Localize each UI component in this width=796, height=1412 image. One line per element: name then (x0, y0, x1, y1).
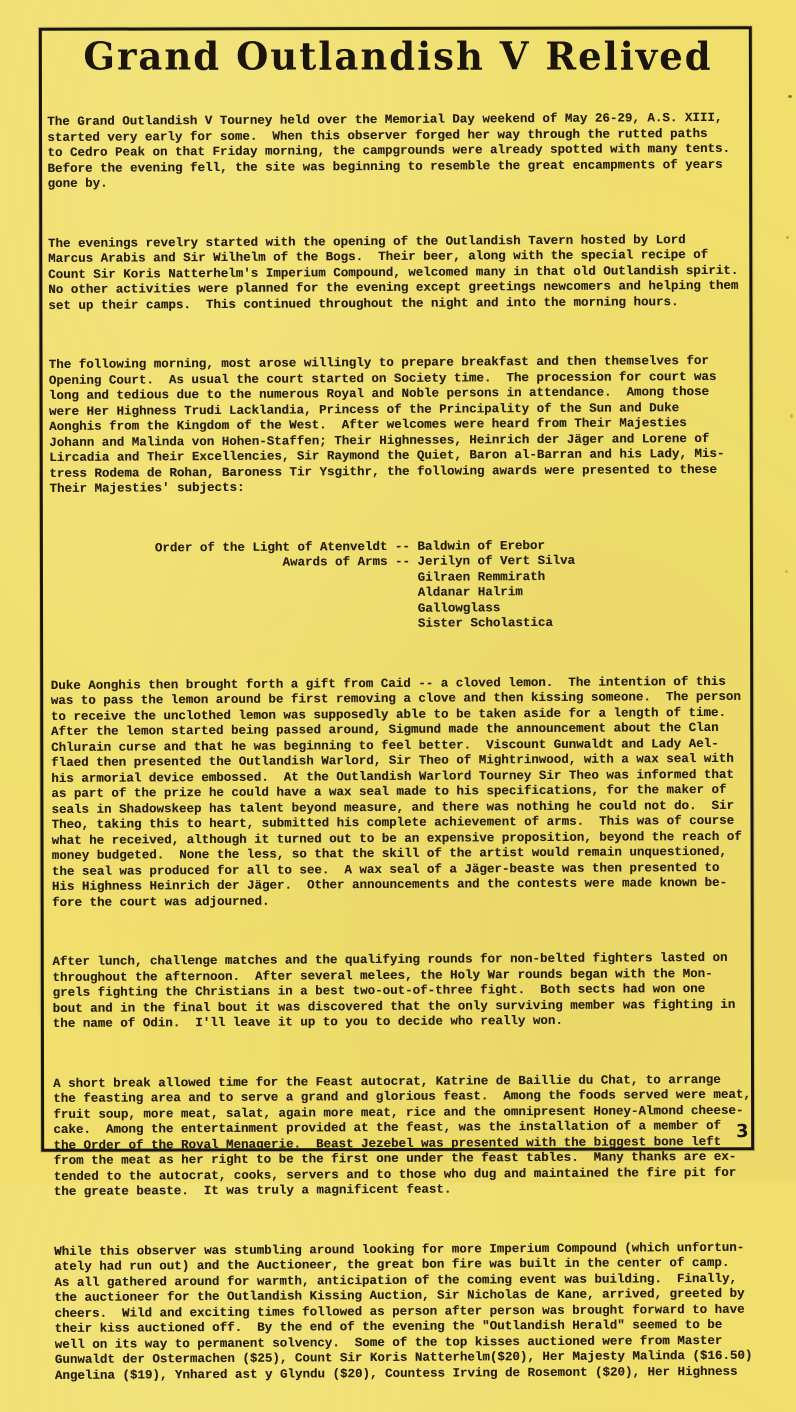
scan-speck (790, 414, 793, 418)
awards-list: Order of the Light of Atenveldt -- Baldwin of Erebor Awards of Arms -- Jerilyn of Vert Silva Gilraen Remmirath Aldanar Halrim Gallowglass Sister Scholastica (49, 538, 576, 633)
scan-speck (785, 570, 788, 573)
scan-speck (786, 236, 789, 239)
paragraph-kissing-auction: While this observer was stumbling around looking for more Imperium Compound (which unfortun- ately had run out) and the Auctioneer, the great bon fire was built in the center of camp. As all gathered around for warmth, anticipation of the coming event was building. Finally, the auctioneer for the Outlandish Kissing Auction, Sir Nicholas de Kane, arrived, greeted by cheers. Wild and exciting times followed as person after person was brought forward to have their kiss auctioned off. By the end of the evening the "Outlandish Herald" seemed to be well on its way to permanent solvency. Some of the top kisses auctioned were from Master Gunwaldt der Ostermachen ($25), Count Sir Koris Natterhelm($20), Her Majesty Malinda ($16.50) Angelina ($19), Ynhared ast y Glyndu ($20), Countess Irving de Rosemont ($20), Her Highness (54, 1240, 753, 1383)
page-number: 3 (735, 1120, 749, 1143)
paragraph-evening-revelry: The evenings revelry started with the opening of the Outlandish Tavern hosted by Lord Marcus Arabis and Sir Wilhelm of the Bogs. Their beer, along with the special recipe of Count Sir Koris Natterhelm's Imperium Compound, welcomed many in that old Outlandish spirit. No other activities were planned for the evening except greetings newcomers and helping them set up their camps. This continued throughout the night and into the morning hours. (47, 232, 739, 313)
paragraph-feast: A short break allowed time for the Feast autocrat, Katrine de Baillie du Chat, to arrange the feasting area and to serve a grand and glorious feast. Among the foods served were meat, fruit soup, more meat, salat, again more meat, rice and the omnipresent Honey-Almond cheese- cake. Among the entertainment provided at the feast, was the installation of a member of the Order of the Royal Menagerie. Beast Jezebel was presented with the biggest bone left from the meat as her right to be the first one under the feast tables. Many thanks are ex- tended to the autocrat, cooks, servers and to those who dug and maintained the fire pit for the greate beaste. It was truly a magnificent feast. (53, 1072, 751, 1199)
paragraph-cloved-lemon: Duke Aonghis then brought forth a gift from Caid -- a cloved lemon. The intention of this was to pass the lemon around be first removing a clove and then kissing someone. The person to receive the unclothed lemon was supposedly able to be taken aside for a length of time. After the lemon started being passed around, Sigmund made the announcement about the Clan Chlurain curse and that he was beginning to feel better. Viscount Gunwaldt and Lady Ael- flaed then presented the Outlandish Warlord, Sir Theo of Mightrinwood, with a wax seal with his armorial device embossed. At the Outlandish Warlord Tourney Sir Theo was informed that as part of the prize he could have a wax seal made to his specifications, for the maker of seals in Shadowskeep has talent beyond measure, and there was nothing he could not do. Sir Theo, taking this to heart, submitted his complete achievement of arms. This was of course what he received, although it turned out to be an expensive proposition, beyond the reach of money budgeted. None the less, so that the skill of the artist would remain unquestioned, the seal was produced for all to see. A wax seal of a Jäger-beaste was then presented to His Highness Heinrich der Jäger. Other announcements and the contests were made known be- fore the court was adjourned. (50, 674, 742, 910)
scan-speck (788, 95, 792, 98)
page-title: Grand Outlandish V Relived (83, 33, 713, 79)
paragraph-tourney-intro: The Grand Outlandish V Tourney held over the Memorial Day weekend of May 26-29, A.S. XIII, started very early for some. When this observer forged her way through the rutted paths to Cedro Peak on that Friday morning, the campgrounds were already spotted with many tents. Before the evening fell, the site was beginning to resemble the great encampments of years gone by. (47, 110, 731, 191)
paragraph-holy-war: After lunch, challenge matches and the qualifying rounds for non-belted fighters lasted on throughout the afternoon. After several melees, the Holy War rounds began with the Mon- grels fighting the Christians in a best two-out-of-three fight. Both sects had won one bout and in the final bout it was discovered that the only surviving member was fighting in the name of Odin. I'll leave it up to you to decide who really won. (52, 950, 736, 1031)
article-body (47, 80, 761, 1412)
paragraph-opening-court: The following morning, most arose willingly to prepare breakfast and then themselves for Opening Court. As usual the court started on Society time. The procession for court was long and tedious due to the numerous Royal and Noble persons in attendance. Among those were Her Highness Trudi Lacklandia, Princess of the Principality of the Sun and Duke Aonghis from the Kingdom of the West. After welcomes were heard from Their Majesties Johann and Malinda von Hohen-Staffen; Their Highnesses, Heinrich der Jäger and Lorene of Lircadia and Their Excellencies, Sir Raymond the Quiet, Baron al-Barran and his Lady, Mis- tress Rodema de Rohan, Baroness Tir Ysgithr, the following awards were presented to these Their Majesties' subjects: (48, 353, 725, 496)
